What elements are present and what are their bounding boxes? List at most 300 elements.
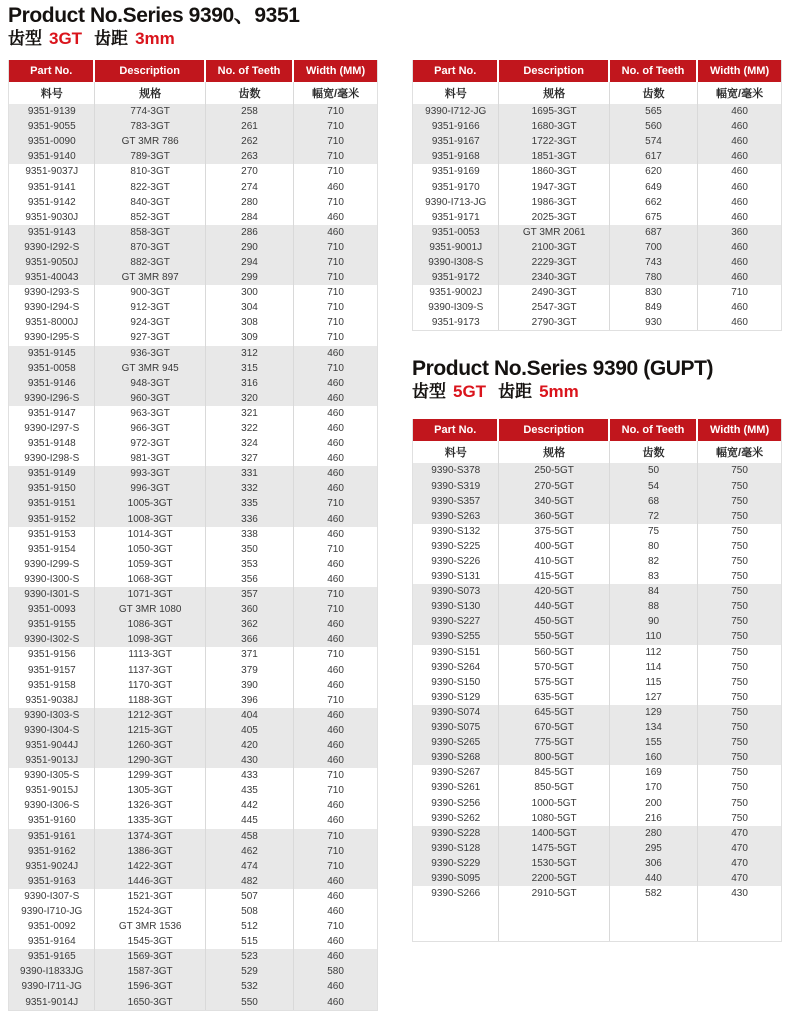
- description-cell: 775-5GT: [499, 735, 609, 750]
- description-cell: 1722-3GT: [499, 134, 609, 149]
- part-no-cell: 9390-S151: [413, 645, 499, 660]
- subheader-width-cn: 幅宽/毫米: [716, 88, 764, 100]
- description-cell: 1000-5GT: [499, 795, 609, 810]
- width-cell: 460: [327, 815, 344, 827]
- part-no-cell: 9351-9149: [9, 466, 95, 481]
- table-row: [9, 647, 377, 662]
- description-cell: 1335-3GT: [95, 813, 205, 828]
- header-no-of-teeth: No. of Teeth: [610, 419, 698, 441]
- teeth-cell: 309: [206, 330, 294, 345]
- width-cell: 750: [731, 661, 748, 673]
- part-no-cell: 9351-9038J: [9, 693, 95, 708]
- table-row: [9, 662, 377, 677]
- teeth-cell: 482: [206, 874, 294, 889]
- teeth-cell: 84: [610, 584, 698, 599]
- width-cell: 460: [327, 347, 344, 359]
- description-cell: 1068-3GT: [95, 572, 205, 587]
- table-row: [9, 995, 377, 1010]
- description-cell: 1400-5GT: [499, 826, 609, 841]
- description-cell: 1374-3GT: [95, 829, 205, 844]
- table-row: [9, 798, 377, 813]
- teeth-cell: 322: [206, 421, 294, 436]
- table-row: [413, 195, 781, 210]
- table-header-row: [9, 60, 377, 82]
- part-no-cell: 9351-0053: [413, 225, 499, 240]
- table-row: [413, 780, 781, 795]
- part-no-cell: 9390-I294-S: [9, 300, 95, 315]
- part-no-cell: 9390-I298-S: [9, 451, 95, 466]
- header-width-mm: Width (MM): [294, 60, 377, 82]
- part-no-cell: 9351-9160: [9, 813, 95, 828]
- part-no-cell: 9351-9002J: [413, 285, 499, 300]
- description-cell: 870-3GT: [95, 240, 205, 255]
- part-no-cell: 9351-9150: [9, 481, 95, 496]
- part-no-cell: 9351-0058: [9, 361, 95, 376]
- part-no-cell: 9390-S262: [413, 811, 499, 826]
- teeth-cell: 617: [610, 149, 698, 164]
- teeth-cell: 88: [610, 599, 698, 614]
- table-row: [413, 629, 781, 644]
- part-no-cell: 9351-9151: [9, 496, 95, 511]
- teeth-cell: 442: [206, 798, 294, 813]
- width-cell: 460: [327, 423, 344, 435]
- description-cell: 1071-3GT: [95, 587, 205, 602]
- table-row: [413, 856, 781, 871]
- part-no-cell: 9351-9162: [9, 844, 95, 859]
- description-cell: 1260-3GT: [95, 738, 205, 753]
- teeth-cell: 75: [610, 524, 698, 539]
- width-cell: 460: [731, 317, 748, 329]
- width-cell: 710: [327, 121, 344, 133]
- table-subheader-row: [9, 82, 377, 104]
- width-cell: 460: [327, 513, 344, 525]
- width-cell: 750: [731, 767, 748, 779]
- table-row: [9, 829, 377, 844]
- width-cell: 750: [731, 525, 748, 537]
- description-cell: 810-3GT: [95, 164, 205, 179]
- description-cell: GT 3MR 897: [95, 270, 205, 285]
- teeth-cell: 286: [206, 225, 294, 240]
- part-no-cell: 9390-I293-S: [9, 285, 95, 300]
- description-cell: 1569-3GT: [95, 949, 205, 964]
- table-row: [413, 735, 781, 750]
- teeth-cell: 280: [206, 195, 294, 210]
- description-cell: 927-3GT: [95, 330, 205, 345]
- teeth-cell: 200: [610, 795, 698, 810]
- part-no-cell: 9390-S261: [413, 780, 499, 795]
- teeth-cell: 270: [206, 164, 294, 179]
- part-no-cell: 9390-S227: [413, 614, 499, 629]
- description-cell: 645-5GT: [499, 705, 609, 720]
- description-cell: 2229-3GT: [499, 255, 609, 270]
- teeth-cell: 396: [206, 693, 294, 708]
- part-no-cell: 9351-9024J: [9, 859, 95, 874]
- part-no-cell: 9351-9148: [9, 436, 95, 451]
- teeth-cell: 474: [206, 859, 294, 874]
- teeth-cell: 316: [206, 376, 294, 391]
- table-row: [413, 300, 781, 315]
- description-cell: 400-5GT: [499, 539, 609, 554]
- table-row: [413, 795, 781, 810]
- width-cell: 710: [327, 106, 344, 118]
- part-no-cell: 9351-9152: [9, 512, 95, 527]
- table-row: [413, 811, 781, 826]
- table-row: [9, 270, 377, 285]
- table-row: [413, 614, 781, 629]
- width-cell: 750: [731, 691, 748, 703]
- teeth-cell: 830: [610, 285, 698, 300]
- table-row: [9, 874, 377, 889]
- table-header-row: [413, 419, 781, 441]
- width-cell: 750: [731, 706, 748, 718]
- teeth-cell: 458: [206, 829, 294, 844]
- subheader-width-cn: 幅宽/毫米: [716, 447, 764, 460]
- table-row: [9, 330, 377, 345]
- part-no-cell: 9351-9170: [413, 179, 499, 194]
- table-subheader-row: [413, 441, 781, 463]
- teeth-cell: 284: [206, 210, 294, 225]
- table-row: [9, 285, 377, 300]
- table-row: [9, 934, 377, 949]
- teeth-cell: 560: [610, 119, 698, 134]
- description-cell: 2790-3GT: [499, 315, 609, 330]
- part-no-cell: 9351-8000J: [9, 315, 95, 330]
- table-row: [9, 210, 377, 225]
- teeth-cell: 675: [610, 210, 698, 225]
- part-no-cell: 9390-I712-JG: [413, 104, 499, 119]
- teeth-cell: 574: [610, 134, 698, 149]
- part-no-cell: 9351-9001J: [413, 240, 499, 255]
- table-row: [9, 949, 377, 964]
- width-cell: 710: [327, 860, 344, 872]
- header-description: Description: [95, 60, 205, 82]
- teeth-cell: 294: [206, 255, 294, 270]
- description-cell: 1299-3GT: [95, 768, 205, 783]
- part-no-cell: 9390-S378: [413, 463, 499, 478]
- description-cell: 560-5GT: [499, 645, 609, 660]
- width-cell: 460: [327, 936, 344, 948]
- width-cell: 460: [327, 392, 344, 404]
- part-no-cell: 9390-S264: [413, 660, 499, 675]
- teeth-cell: 274: [206, 179, 294, 194]
- width-cell: 460: [731, 181, 748, 193]
- teeth-cell: 50: [610, 463, 698, 478]
- part-no-cell: 9351-9055: [9, 119, 95, 134]
- width-cell: 710: [327, 498, 344, 510]
- header-description: Description: [499, 419, 609, 441]
- table-row: [413, 705, 781, 720]
- width-cell: 460: [327, 573, 344, 585]
- teeth-cell: 565: [610, 104, 698, 119]
- width-cell: 750: [731, 571, 748, 583]
- width-cell: 710: [327, 272, 344, 284]
- description-cell: 420-5GT: [499, 584, 609, 599]
- section-heading-3gt: [8, 4, 378, 50]
- width-cell: 460: [327, 996, 344, 1008]
- teeth-cell: 115: [610, 675, 698, 690]
- description-cell: GT 3MR 1080: [95, 602, 205, 617]
- teeth-cell: 110: [610, 629, 698, 644]
- description-cell: 948-3GT: [95, 376, 205, 391]
- part-no-cell: 9351-9156: [9, 647, 95, 662]
- description-cell: 912-3GT: [95, 300, 205, 315]
- width-cell: 710: [327, 694, 344, 706]
- table-empty-space: [413, 901, 781, 941]
- section-heading-5gt: [412, 357, 782, 403]
- teeth-cell: 582: [610, 886, 698, 901]
- part-no-cell: 9390-I296-S: [9, 391, 95, 406]
- description-cell: 981-3GT: [95, 451, 205, 466]
- part-no-cell: 9351-9154: [9, 542, 95, 557]
- description-cell: 858-3GT: [95, 225, 205, 240]
- teeth-cell: 127: [610, 690, 698, 705]
- table-row: [413, 750, 781, 765]
- width-cell: 750: [731, 722, 748, 734]
- right-column: [412, 60, 782, 942]
- parts-table-5gt: [412, 419, 782, 942]
- teeth-cell: 512: [206, 919, 294, 934]
- table-row: [413, 119, 781, 134]
- description-cell: 1008-3GT: [95, 512, 205, 527]
- width-cell: 750: [731, 480, 748, 492]
- description-cell: 882-3GT: [95, 255, 205, 270]
- description-cell: 1524-3GT: [95, 904, 205, 919]
- table-row: [413, 134, 781, 149]
- teeth-cell: 523: [206, 949, 294, 964]
- teeth-cell: 280: [610, 826, 698, 841]
- teeth-cell: 649: [610, 179, 698, 194]
- table-row: [413, 599, 781, 614]
- subheader-part-no-cn: 料号: [413, 82, 499, 104]
- teeth-cell: 216: [610, 811, 698, 826]
- width-cell: 460: [731, 211, 748, 223]
- width-cell: 750: [731, 782, 748, 794]
- part-no-cell: 9390-S129: [413, 690, 499, 705]
- teeth-cell: 160: [610, 750, 698, 765]
- part-no-cell: 9351-9037J: [9, 164, 95, 179]
- teeth-cell: 357: [206, 587, 294, 602]
- description-cell: 1086-3GT: [95, 617, 205, 632]
- width-cell: 470: [731, 842, 748, 854]
- part-no-cell: 9351-9145: [9, 346, 95, 361]
- table-row: [413, 524, 781, 539]
- width-cell: 460: [327, 981, 344, 993]
- part-no-cell: 9351-9166: [413, 119, 499, 134]
- description-cell: 2547-3GT: [499, 300, 609, 315]
- width-cell: 460: [731, 302, 748, 314]
- width-cell: 460: [327, 619, 344, 631]
- width-cell: 460: [731, 151, 748, 163]
- teeth-cell: 170: [610, 780, 698, 795]
- tooth-profile-value: 3GT: [49, 29, 83, 48]
- header-no-of-teeth: No. of Teeth: [206, 60, 294, 82]
- teeth-cell: 82: [610, 554, 698, 569]
- table-row: [413, 210, 781, 225]
- table-row: [9, 179, 377, 194]
- part-no-cell: 9351-9167: [413, 134, 499, 149]
- description-cell: 635-5GT: [499, 690, 609, 705]
- part-no-cell: 9351-9050J: [9, 255, 95, 270]
- table-body: [413, 104, 781, 330]
- table-row: [413, 270, 781, 285]
- part-no-cell: 9390-S074: [413, 705, 499, 720]
- teeth-cell: 700: [610, 240, 698, 255]
- part-no-cell: 9351-0093: [9, 602, 95, 617]
- part-no-cell: 9351-9146: [9, 376, 95, 391]
- description-cell: 852-3GT: [95, 210, 205, 225]
- part-no-cell: 9351-9153: [9, 527, 95, 542]
- part-no-cell: 9351-9014J: [9, 995, 95, 1010]
- table-row: [9, 542, 377, 557]
- width-cell: 750: [731, 797, 748, 809]
- subheader-teeth-cn: 齿数: [206, 82, 294, 104]
- description-cell: 1098-3GT: [95, 632, 205, 647]
- width-cell: 460: [327, 407, 344, 419]
- part-no-cell: 9351-9139: [9, 104, 95, 119]
- table-row: [413, 240, 781, 255]
- left-column: [8, 4, 378, 1011]
- description-cell: 1446-3GT: [95, 874, 205, 889]
- description-cell: 375-5GT: [499, 524, 609, 539]
- width-cell: 710: [327, 196, 344, 208]
- teeth-cell: 353: [206, 557, 294, 572]
- width-cell: 710: [327, 136, 344, 148]
- width-cell: 460: [327, 634, 344, 646]
- subheader-teeth-cn: 齿数: [610, 441, 698, 463]
- width-cell: 460: [731, 196, 748, 208]
- part-no-cell: 9390-S319: [413, 479, 499, 494]
- teeth-cell: 687: [610, 225, 698, 240]
- table-row: [9, 753, 377, 768]
- table-row: [9, 783, 377, 798]
- width-cell: 710: [327, 241, 344, 253]
- section-subtitle-3gt: [8, 28, 378, 50]
- part-no-cell: 9390-S229: [413, 856, 499, 871]
- table-row: [413, 675, 781, 690]
- description-cell: 2200-5GT: [499, 871, 609, 886]
- table-row: [413, 645, 781, 660]
- teeth-cell: 379: [206, 662, 294, 677]
- table-header-row: [413, 60, 781, 82]
- description-cell: 1386-3GT: [95, 844, 205, 859]
- teeth-cell: 356: [206, 572, 294, 587]
- description-cell: 900-3GT: [95, 285, 205, 300]
- teeth-cell: 371: [206, 647, 294, 662]
- teeth-cell: 306: [610, 856, 698, 871]
- table-row: [9, 315, 377, 330]
- teeth-cell: 390: [206, 678, 294, 693]
- table-row: [9, 979, 377, 994]
- table-row: [413, 149, 781, 164]
- table-subheader-row: [413, 82, 781, 104]
- table-row: [9, 481, 377, 496]
- teeth-cell: 262: [206, 134, 294, 149]
- description-cell: 1947-3GT: [499, 179, 609, 194]
- part-no-cell: 9390-I711-JG: [9, 979, 95, 994]
- teeth-cell: 332: [206, 481, 294, 496]
- part-no-cell: 9390-S265: [413, 735, 499, 750]
- width-cell: 460: [327, 906, 344, 918]
- table-row: [9, 255, 377, 270]
- description-cell: GT 3MR 945: [95, 361, 205, 376]
- width-cell: 460: [731, 241, 748, 253]
- table-row: [413, 164, 781, 179]
- width-cell: 750: [731, 752, 748, 764]
- teeth-cell: 335: [206, 496, 294, 511]
- table-row: [9, 164, 377, 179]
- table-row: [413, 690, 781, 705]
- description-cell: 1005-3GT: [95, 496, 205, 511]
- width-cell: 470: [731, 857, 748, 869]
- part-no-cell: 9390-I303-S: [9, 708, 95, 723]
- width-cell: 750: [731, 556, 748, 568]
- part-no-cell: 9351-9165: [9, 949, 95, 964]
- table-row: [9, 149, 377, 164]
- teeth-cell: 420: [206, 738, 294, 753]
- part-no-cell: 9390-S266: [413, 886, 499, 901]
- part-no-cell: 9351-9142: [9, 195, 95, 210]
- description-cell: GT 3MR 786: [95, 134, 205, 149]
- header-part-no: Part No.: [413, 60, 499, 82]
- width-cell: 750: [731, 737, 748, 749]
- table-body: [413, 463, 781, 901]
- width-cell: 710: [327, 287, 344, 299]
- teeth-cell: 743: [610, 255, 698, 270]
- description-cell: GT 3MR 1536: [95, 919, 205, 934]
- header-part-no: Part No.: [413, 419, 499, 441]
- width-cell: 710: [327, 770, 344, 782]
- part-no-cell: 9390-S263: [413, 509, 499, 524]
- part-no-cell: 9390-I301-S: [9, 587, 95, 602]
- description-cell: 440-5GT: [499, 599, 609, 614]
- part-no-cell: 9390-I308-S: [413, 255, 499, 270]
- table-row: [413, 509, 781, 524]
- width-cell: 460: [327, 453, 344, 465]
- table-row: [9, 964, 377, 979]
- part-no-cell: 9390-S095: [413, 871, 499, 886]
- description-cell: 1545-3GT: [95, 934, 205, 949]
- part-no-cell: 9390-I300-S: [9, 572, 95, 587]
- part-no-cell: 9390-I302-S: [9, 632, 95, 647]
- header-description: Description: [499, 60, 609, 82]
- table-row: [9, 723, 377, 738]
- table-row: [9, 889, 377, 904]
- part-no-cell: 9351-9147: [9, 406, 95, 421]
- width-cell: 710: [327, 256, 344, 268]
- width-cell: 750: [731, 510, 748, 522]
- width-cell: 710: [327, 845, 344, 857]
- teeth-cell: 169: [610, 765, 698, 780]
- table-row: [413, 479, 781, 494]
- table-row: [413, 871, 781, 886]
- width-cell: 460: [327, 528, 344, 540]
- table-row: [413, 841, 781, 856]
- table-row: [413, 569, 781, 584]
- table-row: [413, 315, 781, 330]
- table-row: [413, 660, 781, 675]
- table-row: [9, 859, 377, 874]
- teeth-cell: 261: [206, 119, 294, 134]
- part-no-cell: 9351-9172: [413, 270, 499, 285]
- table-row: [9, 678, 377, 693]
- header-no-of-teeth: No. of Teeth: [610, 60, 698, 82]
- width-cell: 750: [731, 616, 748, 628]
- teeth-cell: 404: [206, 708, 294, 723]
- table-row: [9, 240, 377, 255]
- teeth-cell: 440: [610, 871, 698, 886]
- table-row: [9, 844, 377, 859]
- description-cell: 1113-3GT: [95, 647, 205, 662]
